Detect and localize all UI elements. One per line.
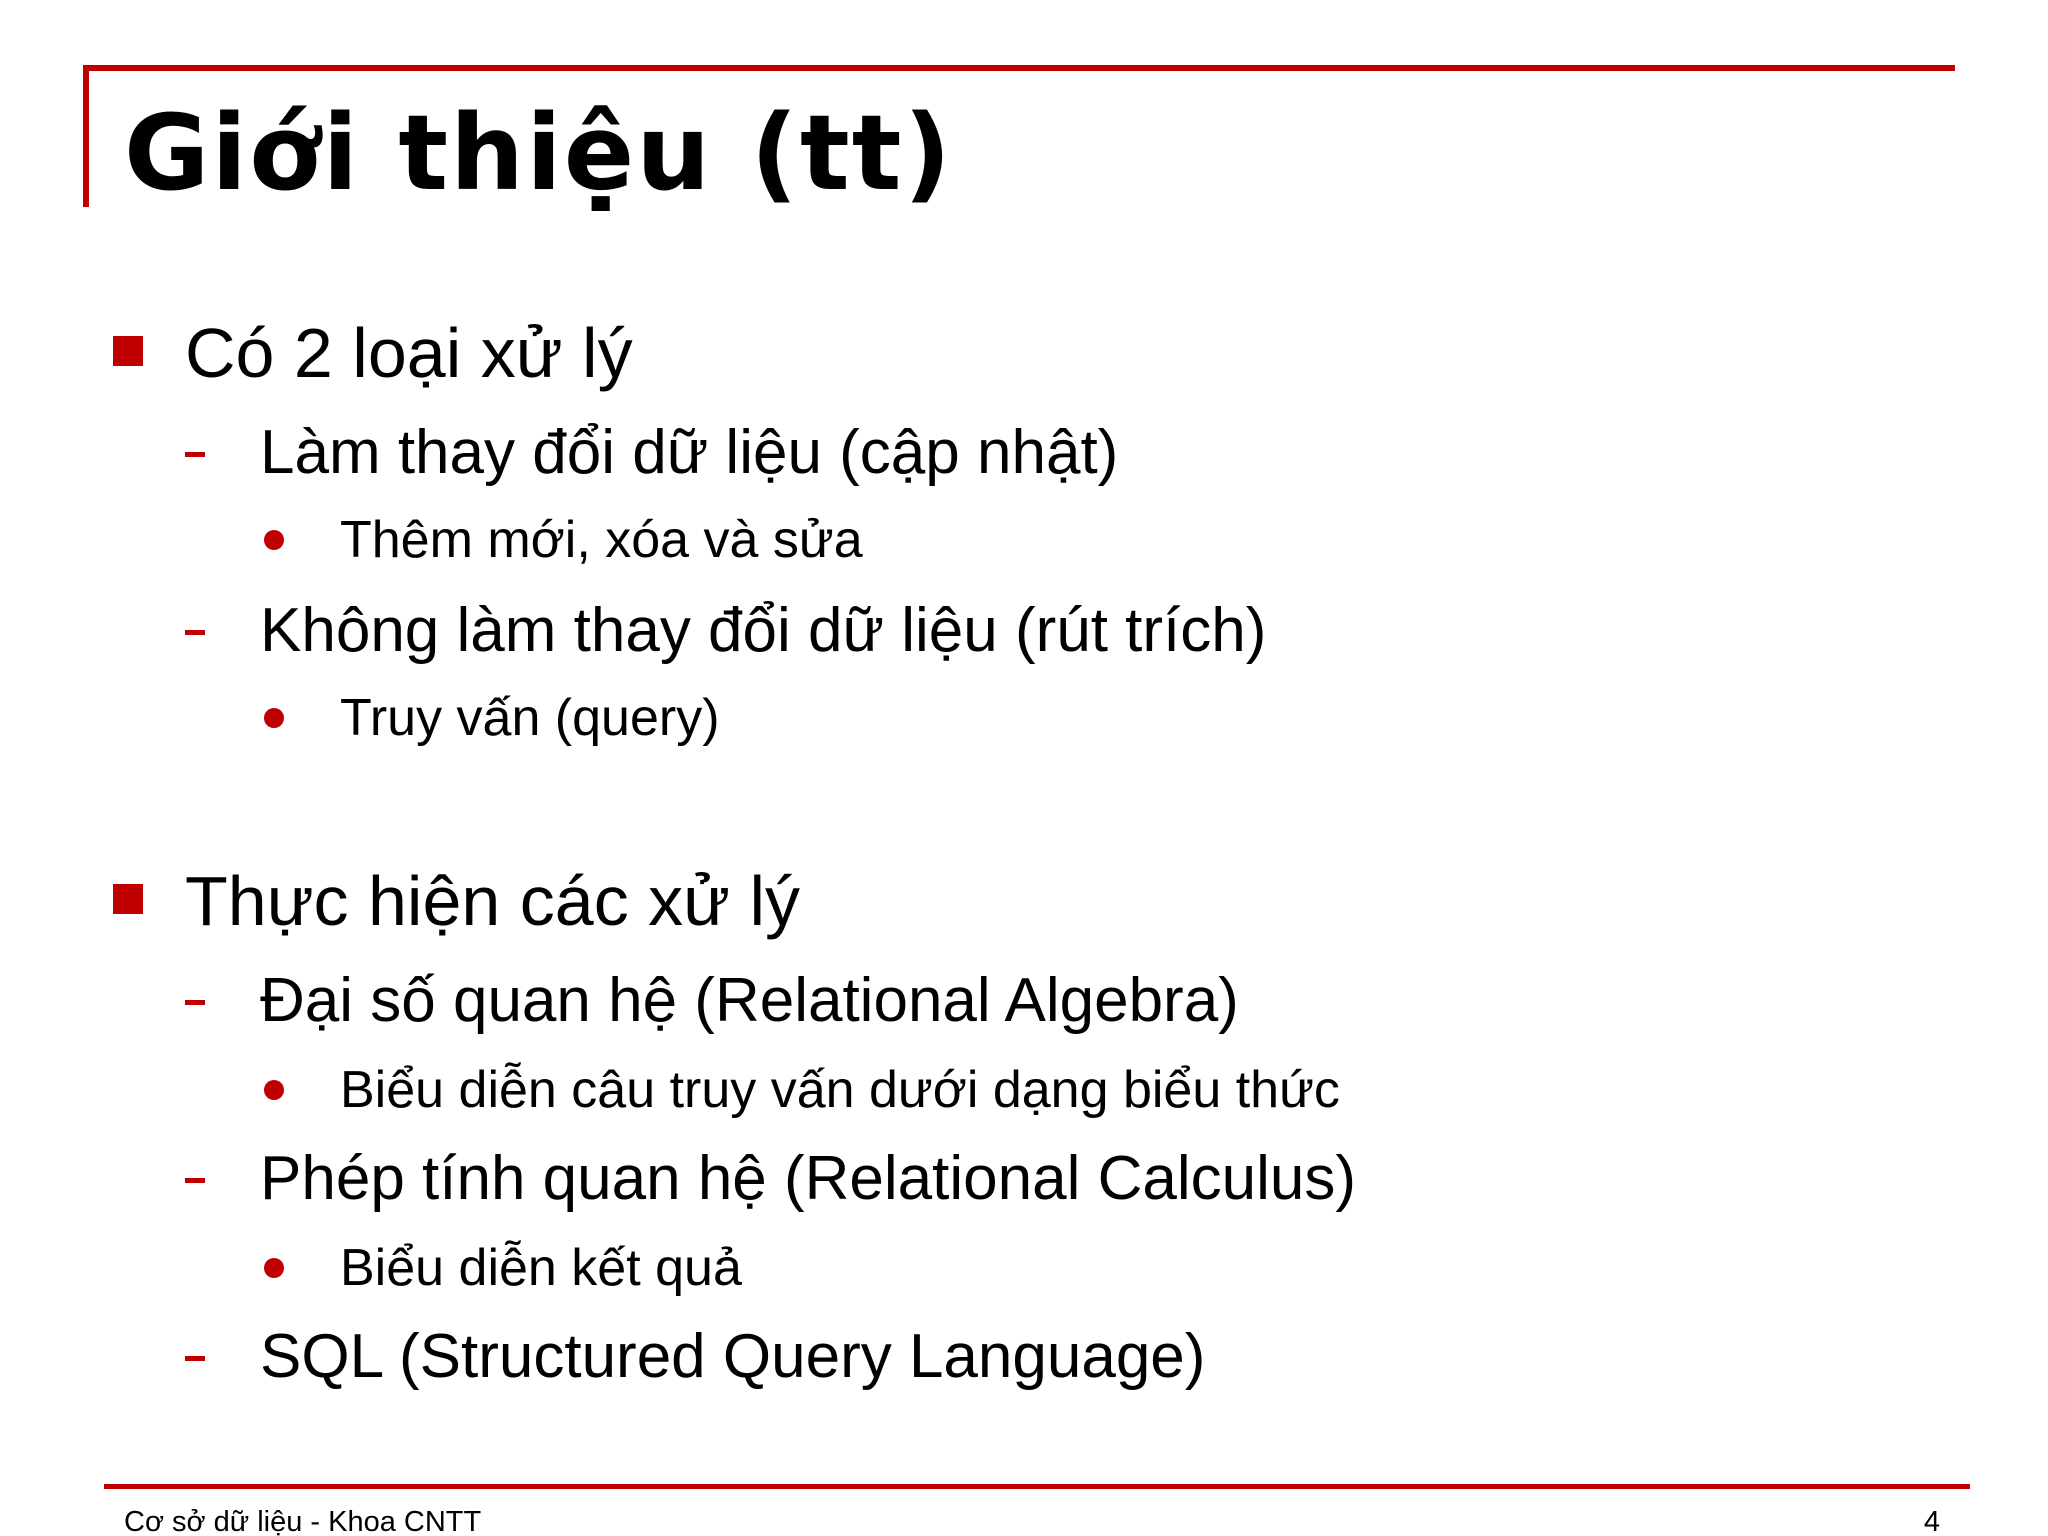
sub-bullet-relational-algebra: Đại số quan hệ (Relational Algebra) — [260, 966, 1239, 1035]
dot-bullet-icon — [264, 1080, 284, 1100]
footer-rule — [104, 1484, 1970, 1489]
footer-course-label: Cơ sở dữ liệu - Khoa CNTT — [124, 1506, 482, 1536]
dash-bullet-icon — [185, 1356, 205, 1361]
square-bullet-icon — [113, 884, 143, 914]
bullet-heading-methods: Thực hiện các xử lý — [185, 862, 801, 940]
bullet-heading-processing-types: Có 2 loại xử lý — [185, 314, 633, 392]
detail-bullet-expression: Biểu diễn câu truy vấn dưới dạng biểu thức — [340, 1061, 1340, 1119]
dot-bullet-icon — [264, 1258, 284, 1278]
dot-bullet-icon — [264, 530, 284, 550]
page-number: 4 — [1923, 1506, 1940, 1536]
sub-bullet-retrieval: Không làm thay đổi dữ liệu (rút trích) — [260, 596, 1267, 665]
detail-bullet-update-ops: Thêm mới, xóa và sửa — [340, 511, 863, 569]
square-bullet-icon — [113, 336, 143, 366]
dash-bullet-icon — [185, 1000, 205, 1005]
dash-bullet-icon — [185, 630, 205, 635]
sub-bullet-update: Làm thay đổi dữ liệu (cập nhật) — [260, 418, 1119, 487]
slide-title: Giới thiệu (tt) — [124, 92, 953, 214]
detail-bullet-result: Biểu diễn kết quả — [340, 1239, 742, 1297]
dot-bullet-icon — [264, 708, 284, 728]
title-left-rule — [83, 65, 89, 207]
detail-bullet-query: Truy vấn (query) — [340, 689, 720, 747]
dash-bullet-icon — [185, 452, 205, 457]
title-top-rule — [83, 65, 1955, 71]
sub-bullet-sql: SQL (Structured Query Language) — [260, 1322, 1206, 1391]
dash-bullet-icon — [185, 1178, 205, 1183]
sub-bullet-relational-calculus: Phép tính quan hệ (Relational Calculus) — [260, 1144, 1357, 1213]
